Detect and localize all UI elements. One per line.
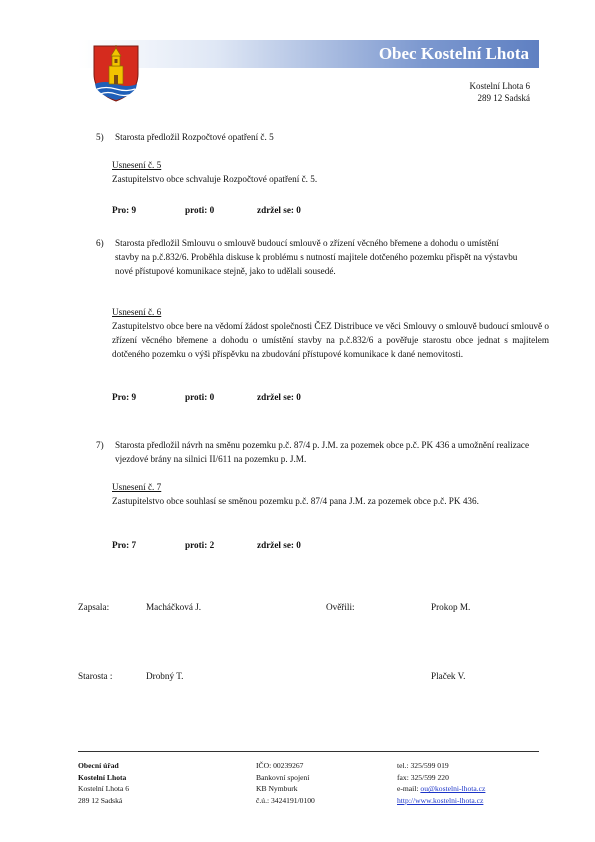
mayor-name: Drobný T. [146, 671, 184, 681]
footer-email [397, 783, 485, 795]
item-7-number: 7) [96, 440, 104, 450]
resolution-5-title: Usnesení č. 5 [112, 160, 162, 170]
item-5-text: Starosta předložil Rozpočtové opatření č. 5 [115, 132, 274, 142]
item-5-number: 5) [96, 132, 104, 142]
footer-contact [397, 760, 485, 806]
footer-office-title: Obecní úřad [78, 761, 119, 770]
footer-office-name: Kostelní Lhota [78, 772, 127, 782]
municipality-title: Obec Kostelní Lhota [378, 44, 529, 63]
votes-5-zdrzel: zdržel se: 0 [257, 205, 301, 215]
resolution-5-text: Zastupitelstvo obce schvaluje Rozpočtové opatření č. 5. [112, 174, 318, 184]
votes-5-pro: Pro: 9 [112, 205, 137, 215]
footer-website-link[interactable]: http://www.kostelni-lhota.cz [397, 795, 484, 805]
votes-6 [112, 392, 412, 406]
resolution-6-title: Usnesení č. 6 [112, 307, 162, 317]
votes-7-pro: Pro: 7 [112, 540, 137, 550]
mayor-label: Starosta : [78, 671, 113, 681]
footer-phone: tel.: 325/599 019 [397, 761, 449, 770]
votes-5-proti: proti: 0 [185, 205, 215, 215]
footer-ico: IČO: 00239267 [256, 761, 304, 770]
footer-email-label: e-mail: [397, 784, 421, 793]
footer-fax: fax: 325/599 220 [397, 772, 449, 782]
resolution-6-text: Zastupitelstvo obce bere na vědomí žádost společnosti ČEZ Distribuce ve věci Smlouvy o smlouvě budoucí smlouvě o zřízení věcného břemene a dohodu o umístění stavby na p.č.832/6 a pověřuje starostu obce jednat s majitelem dotčeného pozemku o výši příspěvku na zbudování přístupové komunikace k dané nemovitosti. [112, 321, 549, 359]
recorded-by-label: Zapsala: [78, 602, 110, 612]
item-6-text: Starosta předložil Smlouvu o smlouvě budoucí smlouvě o zřízení věcného břemene a dohodu o umístění stavby na p.č.832/6. Proběhla diskuse k problému s nutností majitele dotčeného pozemku přispět na výstavbu nové přístupové komunikace stejně, jako to udělali sousedé. [115, 238, 518, 276]
footer-bank [256, 760, 315, 806]
footer-email-link[interactable]: ou@kostelni-lhota.cz [420, 784, 486, 793]
verifier-2-name: Plaček V. [431, 671, 466, 681]
footer-divider [78, 751, 539, 752]
item-6-number: 6) [96, 238, 104, 248]
votes-6-proti: proti: 0 [185, 392, 215, 402]
footer-bank-label: Bankovní spojení [256, 772, 310, 782]
verified-by-label: Ověřili: [326, 602, 355, 612]
votes-6-zdrzel: zdržel se: 0 [257, 392, 301, 402]
votes-7-zdrzel: zdržel se: 0 [257, 540, 301, 550]
footer-office [78, 760, 129, 806]
resolution-7-title: Usnesení č. 7 [112, 482, 162, 492]
footer-office-city: 289 12 Sadská [78, 795, 123, 805]
coat-of-arms-icon [92, 44, 140, 102]
footer-bank-name: KB Nymburk [256, 784, 298, 793]
resolution-7-text: Zastupitelstvo obce souhlasí se směnou pozemku p.č. 87/4 pana J.M. za pozemek obce p.č. PK 436. [112, 496, 479, 506]
verified-by-name: Prokop M. [431, 602, 471, 612]
votes-7 [112, 540, 412, 554]
address-line-1: Kostelní Lhota 6 [469, 81, 530, 91]
address-line-2: 289 12 Sadská [477, 93, 530, 103]
footer-office-street: Kostelní Lhota 6 [78, 784, 130, 793]
recorded-by-name: Macháčková J. [146, 602, 202, 612]
votes-6-pro: Pro: 9 [112, 392, 137, 402]
footer-account: č.ú.: 3424191/0100 [256, 795, 315, 805]
item-7-text: Starosta předložil návrh na směnu pozemku p.č. 87/4 p. J.M. za pozemek obce p.č. PK 436 a umožnění realizace vjezdové brány na silnici II/611 na pozemku p. J.M. [115, 440, 530, 464]
votes-5 [112, 205, 412, 219]
votes-7-proti: proti: 2 [185, 540, 215, 550]
